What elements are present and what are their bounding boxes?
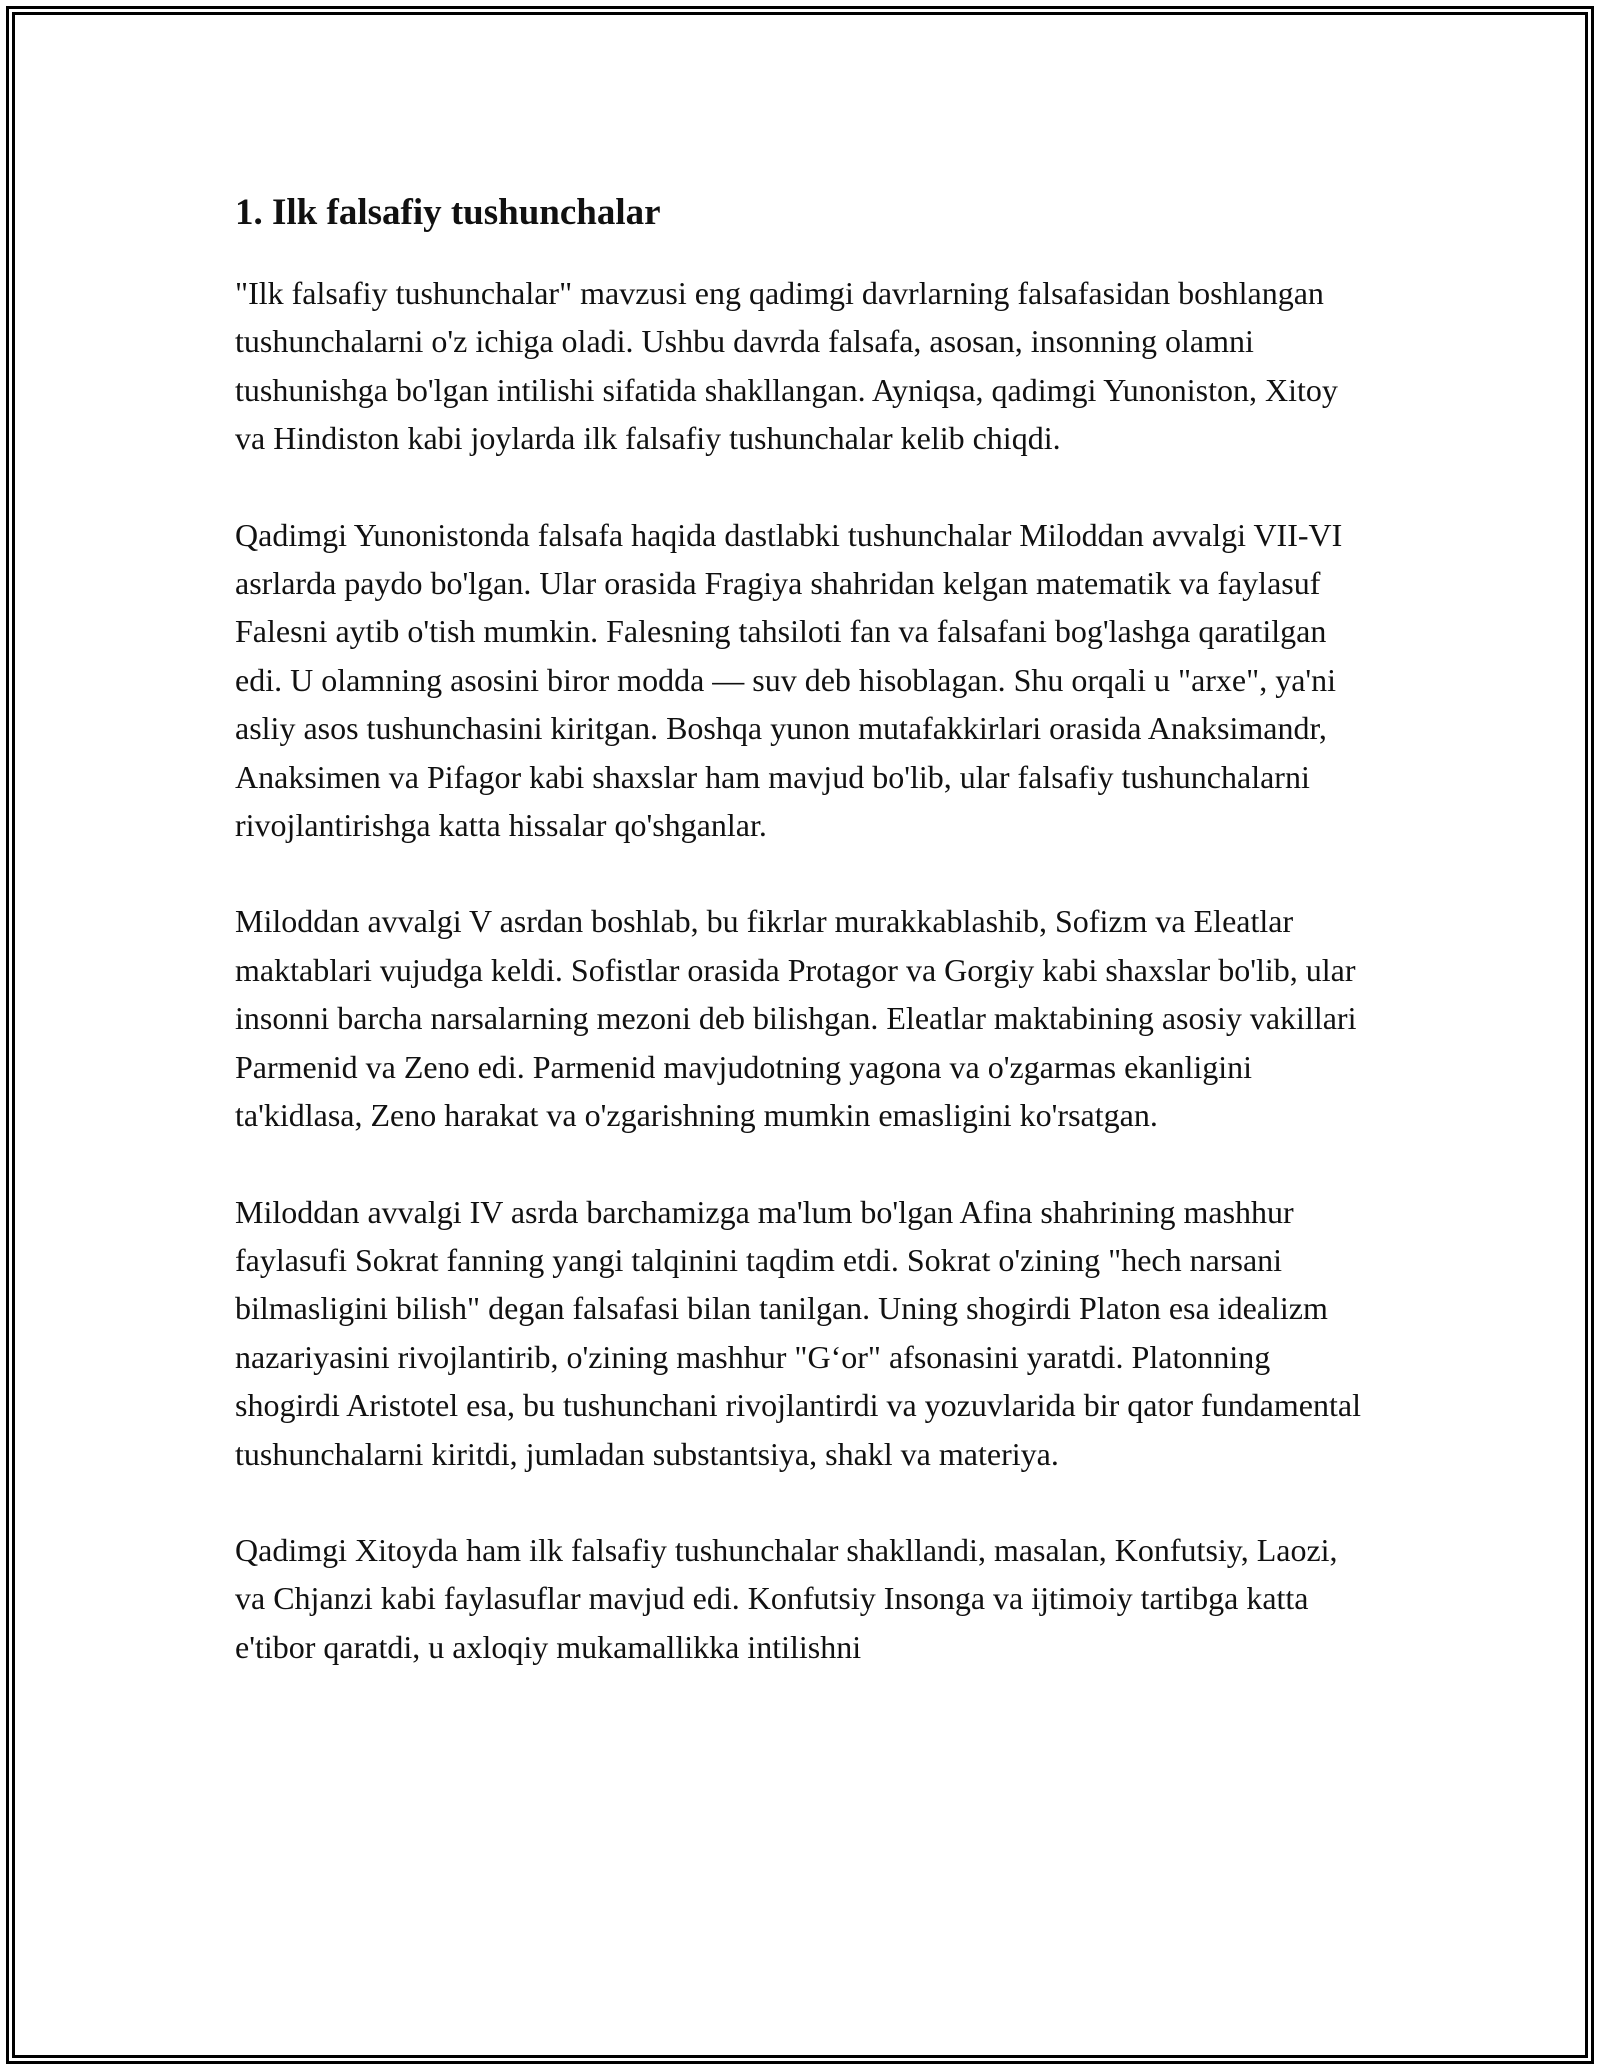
paragraph-intro: "Ilk falsafiy tushunchalar" mavzusi eng qadimgi davrlarning falsafasidan boshlangan tushunchalarni o'z ichiga oladi. Ushbu davrda falsafa, asosan, insonning olamni tushunishga bo'lgan intilishi sifatida shakllangan. Ayniqsa, qadimgi Yunoniston, Xitoy va Hindiston kabi joylarda ilk falsafiy tushunchalar kelib chiqdi.	[235, 275, 1338, 457]
paragraph-ancient-china: Qadimgi Xitoyda ham ilk falsafiy tushunchalar shakllandi, masalan, Konfutsiy, Laozi, va Chjanzi kabi faylasuflar mavjud edi. Konfutsiy Insonga va ijtimoiy tartibga katta e'tibor qaratdi, u axloqiy mukamallikka intilishni	[235, 1531, 1338, 1665]
document-body	[235, 185, 1375, 1719]
paragraph-socrates-plato-aristotle: Miloddan avvalgi IV asrda barchamizga ma'lum bo'lgan Afina shahrining mashhur faylasufi Sokrat fanning yangi talqinini taqdim etdi. Sokrat o'zining "hech narsani bilmasligini bilish" degan falsafasi bilan tanilgan. Uning shogirdi Platon esa idealizm nazariyasini rivojlantirib, o'zining mashhur "G‘or" afsonasini yaratdi. Platonning shogirdi Aristotel esa, bu tushunchani rivojlantirdi va yozuvlarida bir qator fundamental tushunchalarni kiritdi, jumladan substantsiya, shakl va materiya.	[235, 1193, 1361, 1472]
paragraph-ancient-greece: Qadimgi Yunonistonda falsafa haqida dastlabki tushunchalar Miloddan avvalgi VII-VI asrlarda paydo bo'lgan. Ular orasida Fragiya shahridan kelgan matematik va faylasuf Falesni aytib o'tish mumkin. Falesning tahsiloti fan va falsafani bog'lashga qaratilgan edi. U olamning asosini biror modda — suv deb hisoblagan. Shu orqali u "arxe", ya'ni asliy asos tushunchasini kiritgan. Boshqa yunon mutafakkirlari orasida Anaksimandr, Anaksimen va Pifagor kabi shaxslar ham mavjud bo'lib, ular falsafiy tushunchalarni rivojlantirishga katta hissalar qo'shganlar.	[235, 516, 1343, 844]
paragraph-sophists-eleatics: Miloddan avvalgi V asrdan boshlab, bu fikrlar murakkablashib, Sofizm va Eleatlar maktablari vujudga keldi. Sofistlar orasida Protagor va Gorgiy kabi shaxslar bo'lib, ular insonni barcha narsalarning mezoni deb bilishgan. Eleatlar maktabining asosiy vakillari Parmenid va Zeno edi. Parmenid mavjudotning yagona va o'zgarmas ekanligini ta'kidlasa, Zeno harakat va o'zgarishning mumkin emasligini ko'rsatgan.	[235, 903, 1357, 1134]
section-title: 1. Ilk falsafiy tushunchalar	[235, 192, 661, 233]
